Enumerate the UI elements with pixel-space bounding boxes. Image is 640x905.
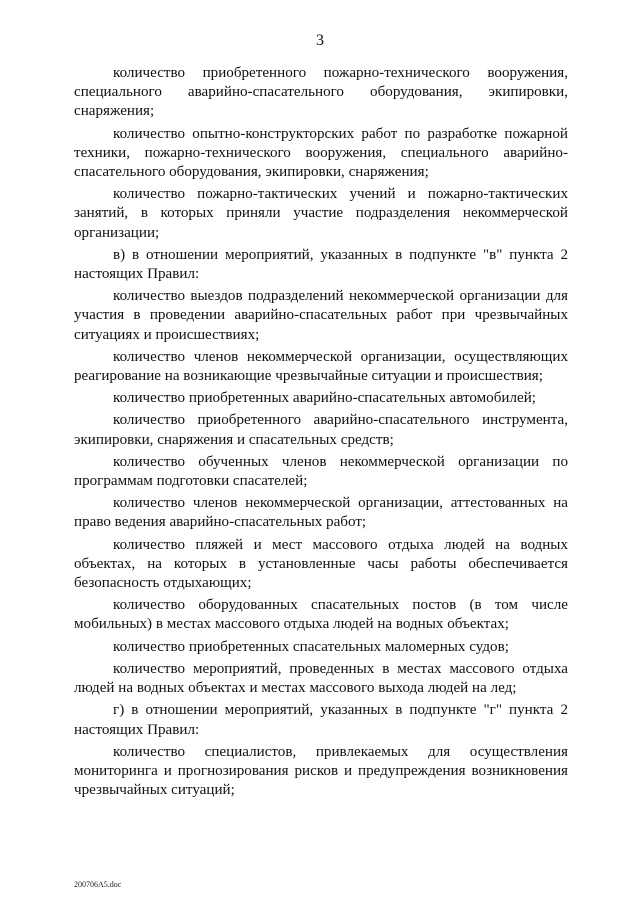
paragraph-11: количество пляжей и мест массового отдыха людей на водных объектах, на которых в установленные часы работы обеспечивается безопасность отдыхающих; [74, 536, 568, 592]
paragraph-2: количество опытно-конструкторских работ по разработке пожарной техники, пожарно-технического вооружения, специального аварийно-спасательного оборудования, экипировки, снаряжения; [74, 125, 568, 181]
paragraph-7: количество приобретенных аварийно-спасательных автомобилей; [113, 390, 536, 407]
paragraph-8: количество приобретенного аварийно-спасательного инструмента, экипировки, снаряжения и спасательных средств; [74, 412, 568, 448]
paragraph-9: количество обученных членов некоммерческой организации по программам подготовки спасателей; [74, 453, 568, 490]
paragraph-1: количество приобретенного пожарно-технического вооружения, специального аварийно-спасательного оборудования, экипировки, снаряжения; [74, 65, 568, 120]
page-number: 3 [316, 32, 324, 49]
paragraph-6: количество членов некоммерческой организации, осуществляющих реагирование на возникающие чрезвычайные ситуации и происшествия; [74, 348, 568, 385]
paragraph-14: количество мероприятий, проведенных в местах массового отдыха людей на водных объектах и местах массового выхода людей на лед; [74, 660, 568, 697]
paragraph-16: количество специалистов, привлекаемых для осуществления мониторинга и прогнозирования рисков и предупреждения возникновения чрезвычайных ситуаций; [74, 743, 568, 799]
footer-code: 200706A5.doc [74, 880, 122, 889]
paragraph-3: количество пожарно-тактических учений и пожарно-тактических занятий, в которых приняли участие подразделения некоммерческой организации; [74, 186, 568, 241]
paragraph-5: количество выездов подразделений некоммерческой организации для участия в проведении аварийно-спасательных работ при чрезвычайных ситуациях и происшествиях; [74, 288, 568, 343]
paragraph-4: в) в отношении мероприятий, указанных в подпункте "в" пункта 2 настоящих Правил: [74, 246, 568, 283]
paragraph-10: количество членов некоммерческой организации, аттестованных на право ведения аварийно-спасательных работ; [74, 495, 568, 531]
paragraph-13: количество приобретенных спасательных маломерных судов; [113, 638, 509, 655]
document-body [74, 64, 568, 803]
paragraph-12: количество оборудованных спасательных постов (в том числе мобильных) в местах массового отдыха людей на водных объектах; [74, 597, 568, 633]
paragraph-15: г) в отношении мероприятий, указанных в подпункте "г" пункта 2 настоящих Правил: [74, 702, 568, 738]
